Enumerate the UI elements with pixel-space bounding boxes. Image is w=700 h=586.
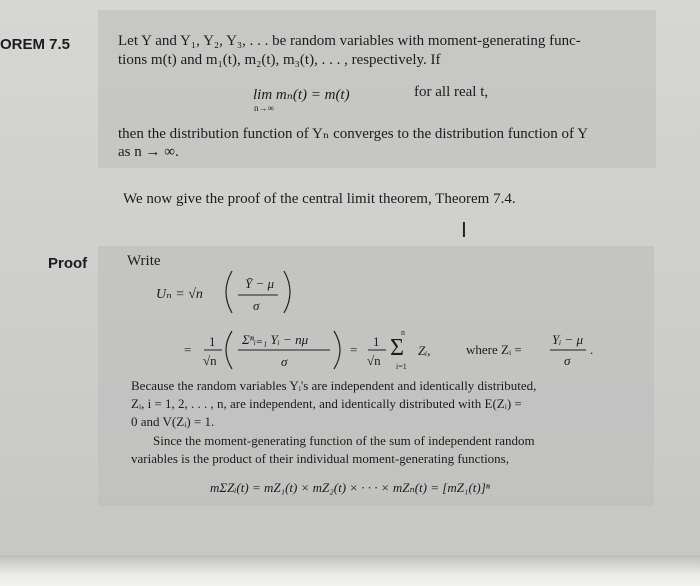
text-cursor-icon: I (461, 218, 467, 242)
para1-line1: Because the random variables Yᵢ's are independent and identically distributed, (131, 378, 537, 393)
sigma-upper: n (401, 328, 405, 337)
left-paren-1 (226, 271, 232, 313)
theorem-line-4: then the distribution function of Yₙ converges to the distribution function of Y (118, 126, 589, 142)
right-paren-1 (284, 271, 290, 313)
para2-line1: Since the moment-generating function of the sum of independent random (153, 433, 535, 448)
left-paren-2 (226, 331, 232, 369)
frac1-denominator: σ (253, 298, 260, 313)
frac2-denominator: √n (203, 353, 217, 368)
para1-line2: Zᵢ, i = 1, 2, . . . , n, are independent, and identically distributed with E(Zᵢ) = (131, 396, 522, 411)
proof-write: Write (127, 253, 161, 269)
transition-sentence: We now give the proof of the central limit theorem, Theorem 7.4. (123, 191, 516, 207)
equals-2: = (350, 342, 358, 357)
theorem-line-1: Let Y and Y₁, Y₂, Y₃, . . . be random variables with moment-generating func- (118, 33, 581, 49)
para2-line2: variables is the product of their individual moment-generating functions, (131, 451, 509, 466)
right-paren-2 (334, 331, 340, 369)
sigma-lower: i=1 (396, 362, 407, 371)
limit-equation: lim mₙ(t) = m(t) (253, 87, 350, 103)
frac4-denominator: σ (564, 353, 571, 368)
un-lhs: Uₙ = √n (156, 287, 203, 302)
z-i-term: Zᵢ, (418, 343, 431, 358)
line2-equals: = (184, 342, 192, 357)
limit-condition: for all real t, (414, 84, 489, 100)
sigma-symbol: Σ (390, 335, 404, 361)
period: . (590, 342, 594, 357)
theorem-label: OREM 7.5 (0, 36, 71, 53)
para1-line3: 0 and V(Zᵢ) = 1. (131, 414, 215, 429)
sum-denominator: σ (281, 354, 288, 369)
frac1-numerator: Ȳ − μ (245, 276, 275, 291)
proof-label: Proof (48, 255, 88, 272)
limit-subscript: n→∞ (254, 103, 274, 113)
where-label: where Zᵢ = (466, 342, 522, 357)
theorem-line-2: tions m(t) and m₁(t), m₂(t), m₃(t), . . . , respectively. If (118, 52, 441, 68)
frac3-denominator: √n (367, 353, 381, 368)
frac4-numerator: Yᵢ − μ (552, 332, 584, 347)
mgf-product-equation: mΣZᵢ(t) = mZ₁(t) × mZ₂(t) × · · · × mZₙ(t) = [mZ₁(t)]ⁿ (210, 480, 490, 495)
sum-numerator: Σⁿᵢ₌₁ Yᵢ − nμ (242, 332, 309, 347)
theorem-line-5: as n → ∞. (118, 144, 179, 160)
frac2-numerator: 1 (209, 334, 216, 349)
frac3-numerator: 1 (373, 334, 380, 349)
